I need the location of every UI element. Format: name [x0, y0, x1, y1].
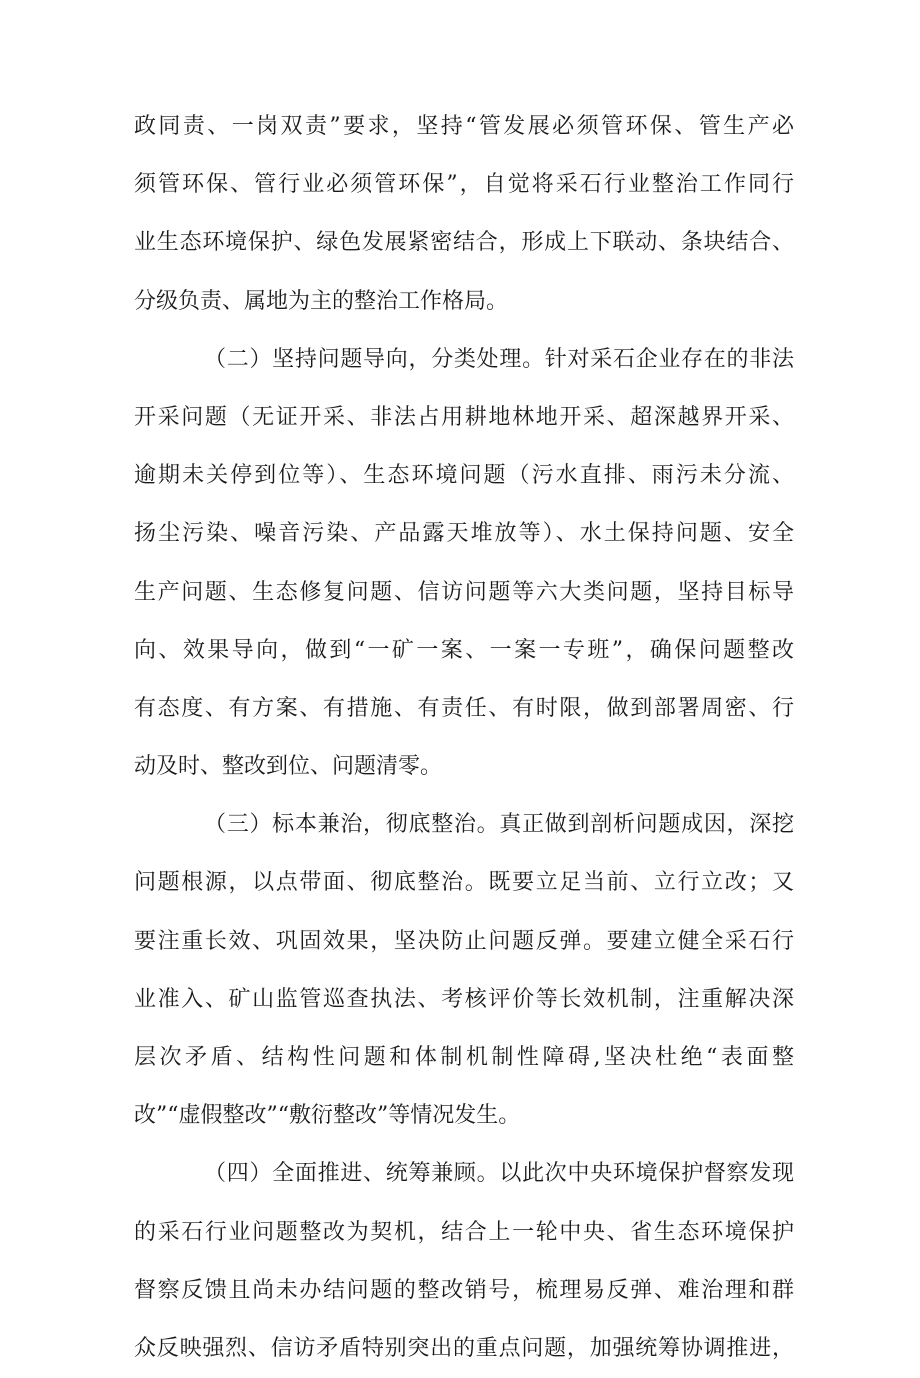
text-line: （三）标本兼治，彻底整治。真正做到剖析问题成因，深挖 — [204, 812, 794, 838]
text-line: 业生态环境保护、绿色发展紧密结合，形成上下联动、条块结合、 — [134, 230, 794, 256]
text-line: 业准入、矿山监管巡查执法、考核评价等长效机制，注重解决深 — [134, 986, 794, 1012]
text-line: 须管环保、管行业必须管环保”，自觉将采石行业整治工作同行 — [134, 172, 794, 198]
paragraph-p1 — [134, 98, 794, 331]
text-line: 扬尘污染、噪音污染、产品露天堆放等）、水土保持问题、安全 — [134, 521, 794, 547]
text-line: （四）全面推进、统筹兼顾。以此次中央环境保护督察发现 — [204, 1161, 794, 1187]
paragraph-p4 — [134, 1145, 794, 1378]
text-line: （二）坚持问题导向，分类处理。针对采石企业存在的非法 — [204, 346, 794, 372]
text-line: 开采问题（无证开采、非法占用耕地林地开采、超深越界开采、 — [134, 404, 794, 430]
text-line: 要注重长效、巩固效果，坚决防止问题反弹。要建立健全采石行 — [134, 928, 794, 954]
text-line: 政同责、一岗双责”要求，坚持“管发展必须管环保、管生产必 — [134, 114, 794, 139]
text-line: 有态度、有方案、有措施、有责任、有时限，做到部署周密、行 — [134, 695, 794, 721]
paragraph-p2 — [134, 331, 794, 797]
text-line: 生产问题、生态修复问题、信访问题等六大类问题，坚持目标导 — [134, 579, 794, 605]
text-line: 动及时、整改到位、问题清零。 — [134, 754, 443, 780]
text-line: 逾期未关停到位等）、生态环境问题（污水直排、雨污未分流、 — [134, 463, 794, 489]
paragraph-p3 — [134, 796, 794, 1145]
text-line: 问题根源，以点带面、彻底整治。既要立足当前、立行立改；又 — [134, 870, 794, 896]
text-line: 众反映强烈、信访矛盾特别突出的重点问题，加强统筹协调推进， — [134, 1335, 794, 1361]
text-line: 督察反馈且尚未办结问题的整改销号，梳理易反弹、难治理和群 — [134, 1277, 794, 1303]
text-line: 向、效果导向，做到“一矿一案、一案一专班”，确保问题整改 — [134, 637, 794, 663]
text-line: 的采石行业问题整改为契机，结合上一轮中央、省生态环境保护 — [134, 1219, 794, 1245]
text-line: 层次矛盾、结构性问题和体制机制性障碍,坚决杜绝“表面整 — [134, 1045, 794, 1070]
text-line: 改”“虚假整改”“敷衍整改”等情况发生。 — [134, 1103, 521, 1129]
text-line: 分级负责、属地为主的整治工作格局。 — [134, 288, 509, 314]
body-text — [134, 98, 794, 1378]
